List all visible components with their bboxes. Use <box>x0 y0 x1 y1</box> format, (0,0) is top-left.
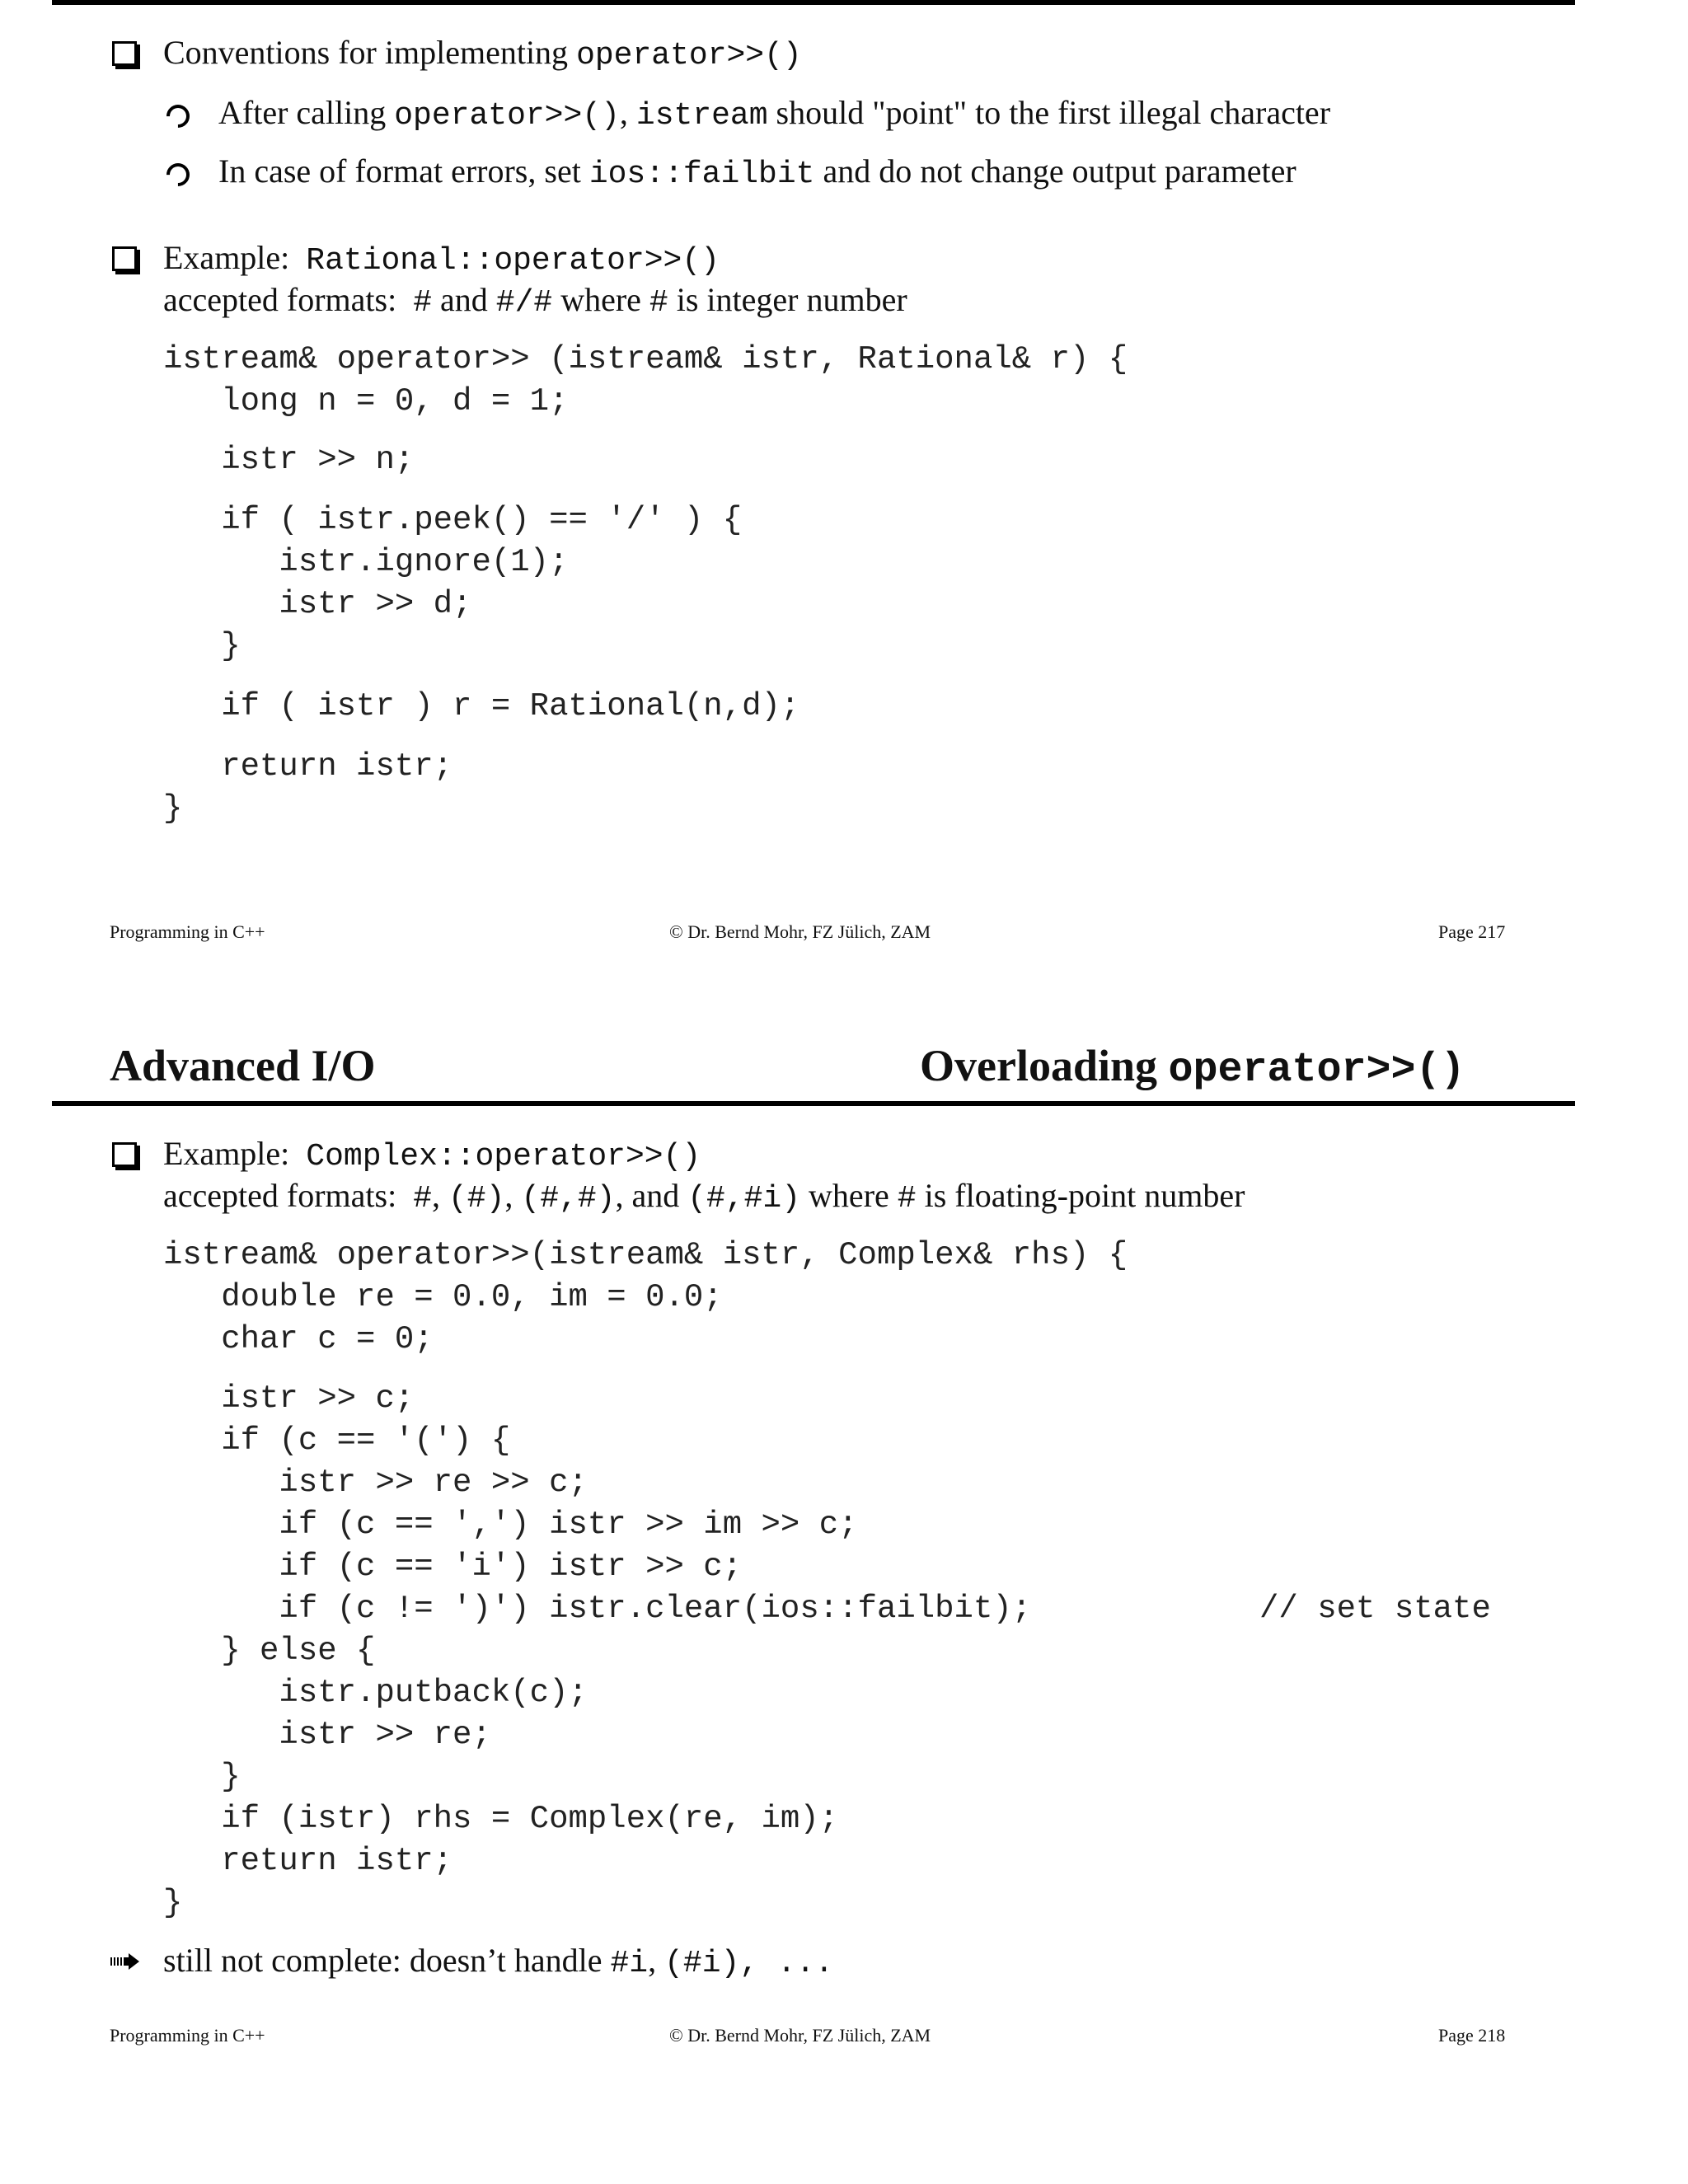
code-line: if ( istr ) r = Rational(n,d); <box>163 688 800 724</box>
code-line: return istr; <box>163 1843 453 1879</box>
code-line: } else { <box>163 1633 376 1669</box>
conventions-bullet: Conventions for implementing operator>>() <box>163 34 802 73</box>
code-comment: // set state <box>1259 1591 1491 1627</box>
code-line: double re = 0.0, im = 0.0; <box>163 1279 723 1315</box>
code-line: char c = 0; <box>163 1321 434 1357</box>
code-line: } <box>163 1885 183 1921</box>
circle-bullet-icon <box>162 100 195 133</box>
example-complex-bullet: Example: Complex::operator>>() <box>163 1135 701 1174</box>
code-line: istr >> n; <box>163 442 415 478</box>
code-line: if (c == 'i') istr >> c; <box>163 1549 743 1585</box>
example-rational-bullet: Example: Rational::operator>>() <box>163 239 720 279</box>
code-line: istr >> re >> c; <box>163 1465 588 1501</box>
arrow-right-icon <box>110 1952 140 1971</box>
code-line: if (istr) rhs = Complex(re, im); <box>163 1801 839 1837</box>
page-title: Advanced I/O <box>110 1041 376 1090</box>
code-line: if (c == ',') istr >> im >> c; <box>163 1507 858 1543</box>
footer-center: © Dr. Bernd Mohr, FZ Jülich, ZAM <box>669 921 931 942</box>
footer-left: Programming in C++ <box>110 921 265 942</box>
accepted-formats-complex: accepted formats: #, (#), (#,#), and (#,#i) where # is floating-point number <box>163 1177 1245 1216</box>
sub-bullet-format-errors: In case of format errors, set ios::failbit and do not change output parameter <box>218 152 1296 192</box>
accepted-formats-rational: accepted formats: # and #/# where # is integer number <box>163 281 907 321</box>
code-line: if ( istr.peek() == '/' ) { <box>163 502 743 538</box>
code-line: istr >> c; <box>163 1380 415 1417</box>
incomplete-note: still not complete: doesn’t handle #i, (#i), ... <box>163 1942 834 1981</box>
box-bullet-icon <box>112 246 137 271</box>
box-bullet-icon <box>112 41 137 66</box>
code-line: long n = 0, d = 1; <box>163 383 569 419</box>
code-line: istr >> re; <box>163 1717 491 1753</box>
footer-page-number: Page 218 <box>1438 2025 1506 2046</box>
page-subtitle: Overloading operator>>() <box>920 1041 1465 1094</box>
sub-bullet-after-calling: After calling operator>>(), istream should "point" to the first illegal character <box>218 94 1331 134</box>
code-line: if (c != ')') istr.clear(ios::failbit); <box>163 1591 1032 1627</box>
code-line: } <box>163 1759 241 1795</box>
code-line: istr.putback(c); <box>163 1675 588 1711</box>
code-line: } <box>163 628 241 664</box>
footer-left: Programming in C++ <box>110 2025 265 2046</box>
box-bullet-icon <box>112 1142 137 1167</box>
code-line: istr.ignore(1); <box>163 544 569 580</box>
code-line: istream& operator>>(istream& istr, Complex& rhs) { <box>163 1237 1128 1273</box>
code-line: if (c == '(') { <box>163 1422 511 1459</box>
footer-center: © Dr. Bernd Mohr, FZ Jülich, ZAM <box>669 2025 931 2046</box>
header-rule <box>52 1101 1575 1106</box>
top-rule <box>52 0 1575 5</box>
footer-page-number: Page 217 <box>1438 921 1506 942</box>
code-line: istream& operator>> (istream& istr, Rational& r) { <box>163 341 1128 377</box>
code-line: istr >> d; <box>163 586 472 622</box>
circle-bullet-icon <box>162 158 195 191</box>
code-line: return istr; <box>163 748 453 785</box>
code-line: } <box>163 790 183 827</box>
